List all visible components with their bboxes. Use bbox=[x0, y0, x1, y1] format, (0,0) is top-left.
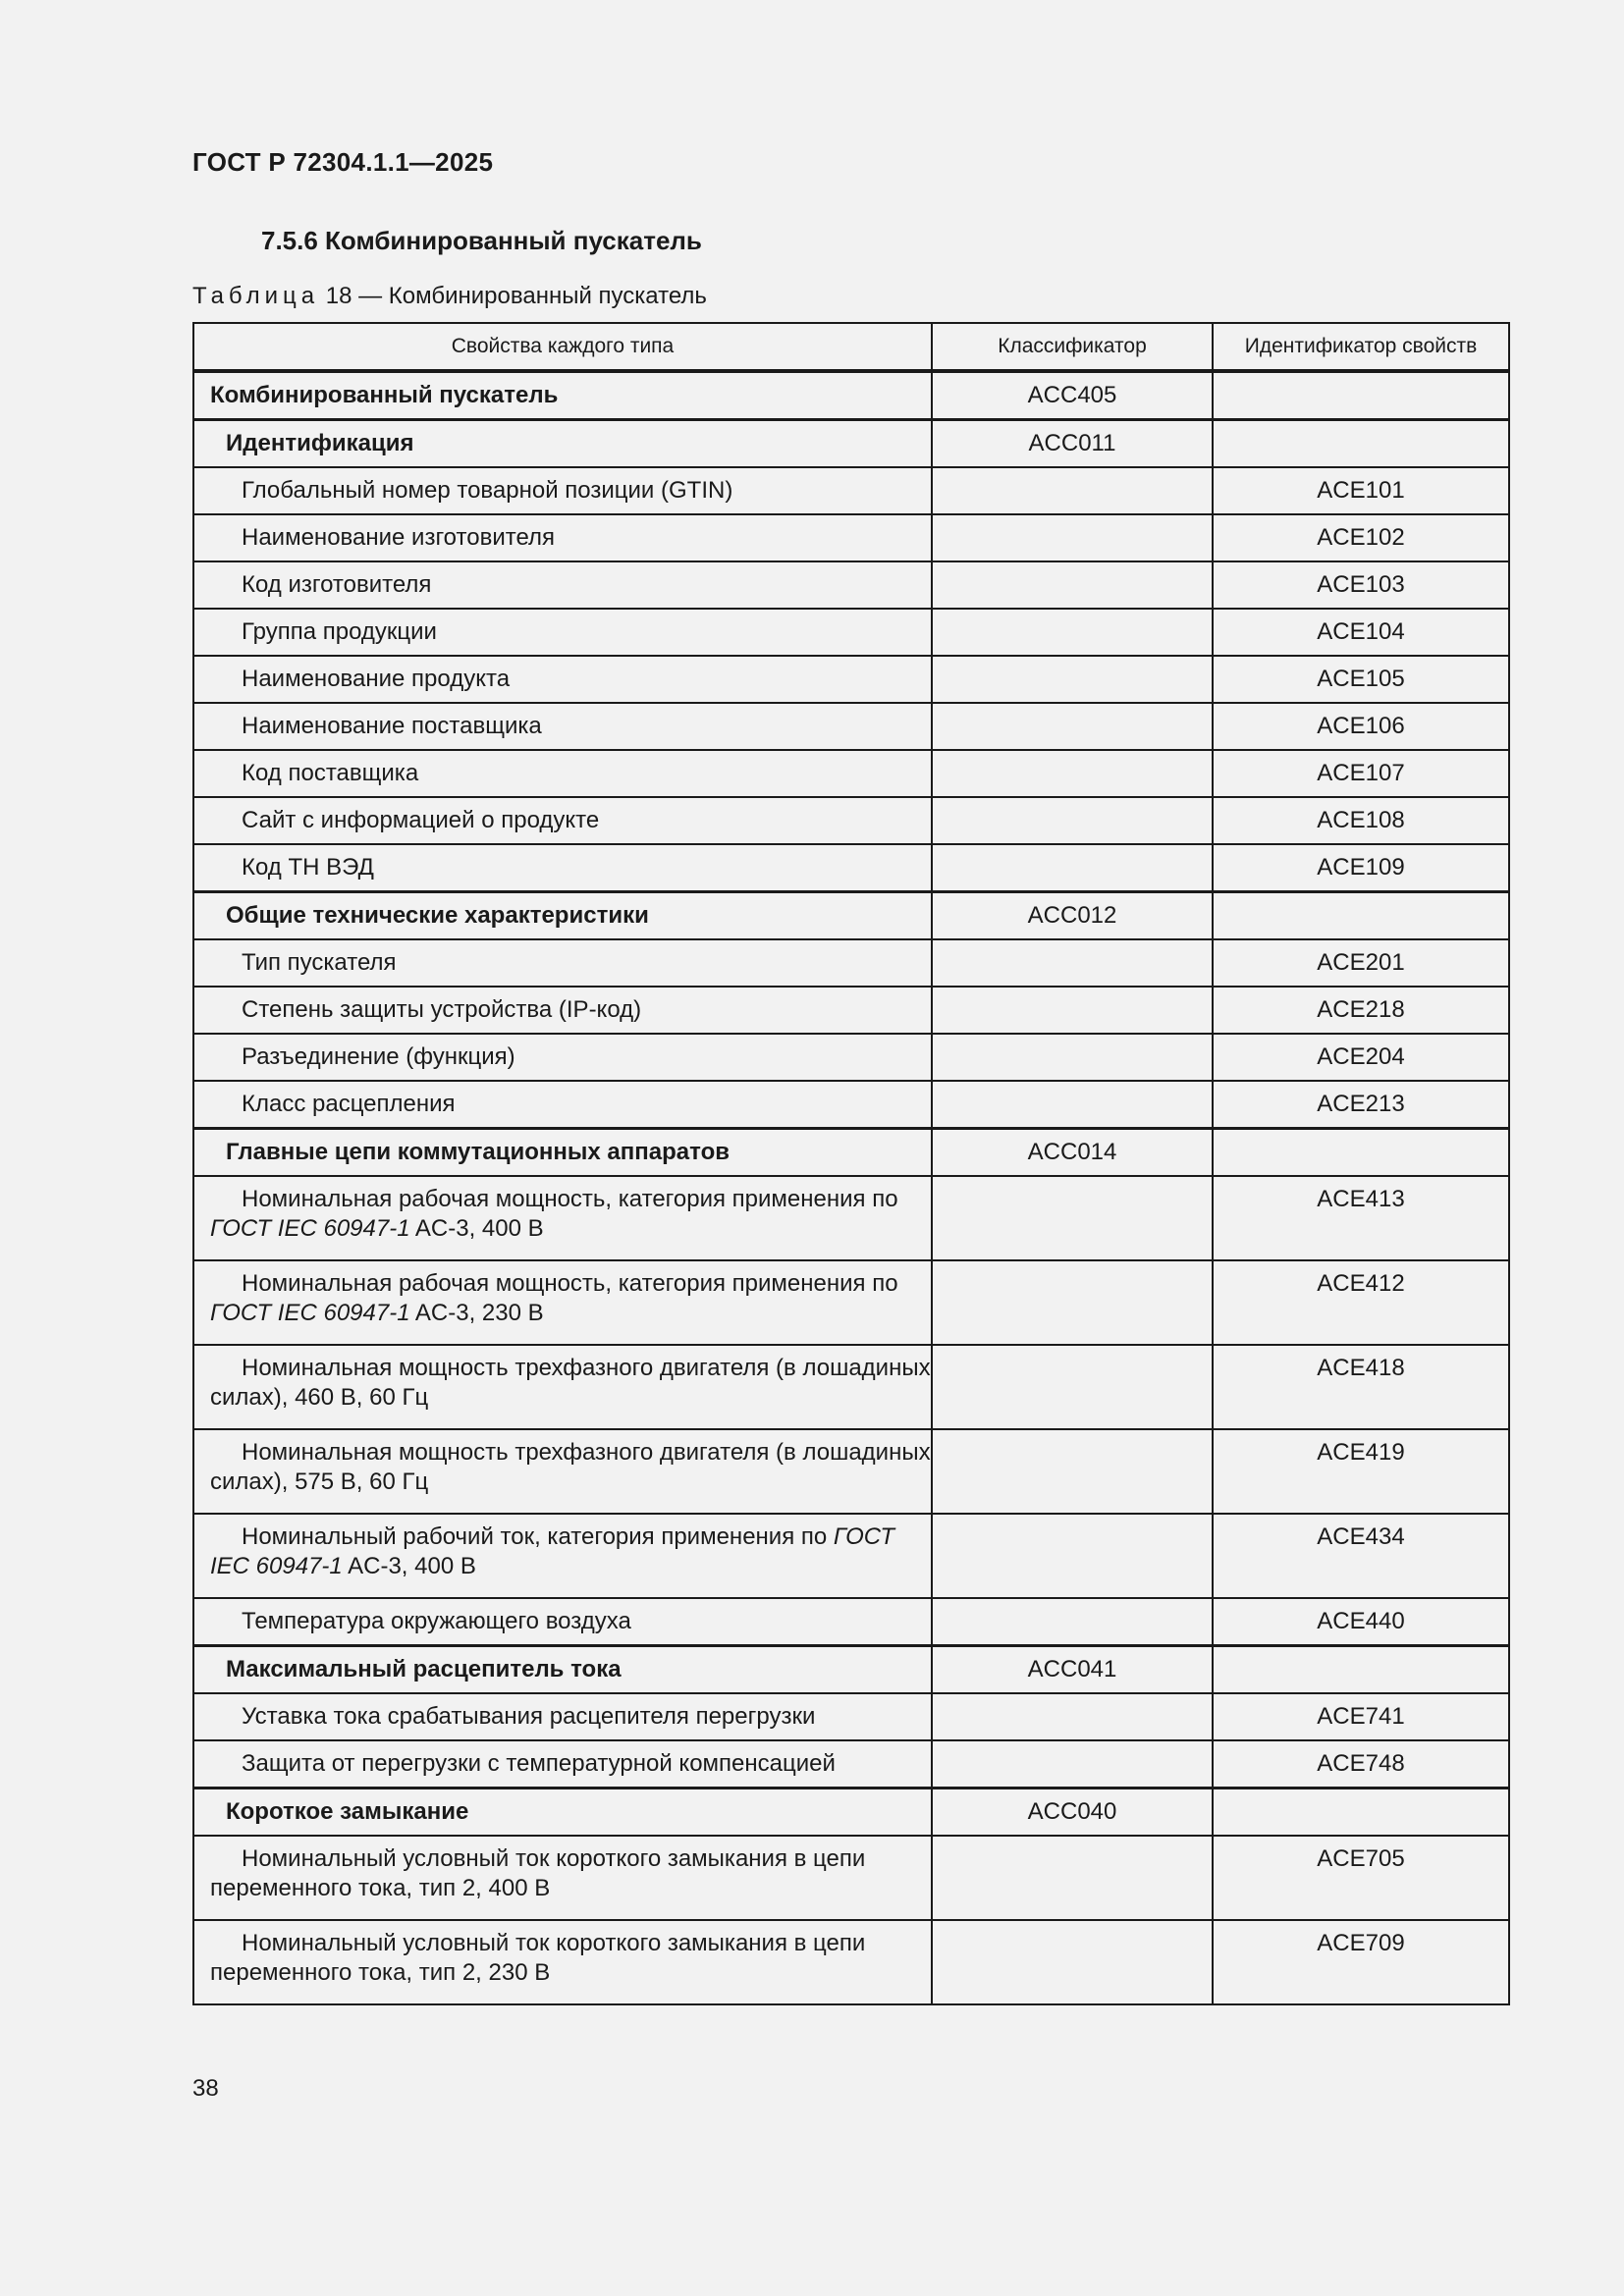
classifier-cell bbox=[932, 1598, 1213, 1646]
classifier-cell: ACC012 bbox=[932, 892, 1213, 940]
table-row bbox=[193, 1789, 1509, 1837]
property-name: Номинальная мощность трехфазного двигателя (в лошадиных силах), 575 В, 60 Гц bbox=[210, 1439, 931, 1495]
identifier-cell: ACE213 bbox=[1213, 1081, 1509, 1129]
table-row bbox=[193, 939, 1509, 987]
property-name: Комбинированный пускатель bbox=[210, 382, 559, 408]
property-name-cell bbox=[193, 1740, 932, 1789]
property-name: Глобальный номер товарной позиции (GTIN) bbox=[242, 477, 733, 504]
standard-reference: ГОСТ IEC 60947-1 bbox=[210, 1523, 894, 1579]
classifier-cell bbox=[932, 939, 1213, 987]
property-name: Температура окружающего воздуха bbox=[242, 1608, 631, 1634]
property-name: Класс расцепления bbox=[242, 1091, 456, 1117]
property-name: Номинальный условный ток короткого замыкания в цепи переменного тока, тип 2, 400 В bbox=[210, 1845, 866, 1901]
table-row bbox=[193, 1260, 1509, 1345]
property-name: Код поставщика bbox=[242, 760, 419, 786]
table-row bbox=[193, 514, 1509, 561]
identifier-cell: ACE709 bbox=[1213, 1920, 1509, 2004]
table-row bbox=[193, 561, 1509, 609]
identifier-cell: ACE748 bbox=[1213, 1740, 1509, 1789]
property-name-cell bbox=[193, 844, 932, 892]
property-name-cell bbox=[193, 1429, 932, 1514]
table-row bbox=[193, 467, 1509, 514]
table-row bbox=[193, 1920, 1509, 2004]
identifier-cell: ACE434 bbox=[1213, 1514, 1509, 1598]
table-row bbox=[193, 371, 1509, 420]
identifier-cell: ACE412 bbox=[1213, 1260, 1509, 1345]
classifier-cell bbox=[932, 1920, 1213, 2004]
property-name-cell bbox=[193, 420, 932, 468]
identifier-cell: ACE418 bbox=[1213, 1345, 1509, 1429]
table-row bbox=[193, 892, 1509, 940]
property-name-cell bbox=[193, 939, 932, 987]
property-name: Максимальный расцепитель тока bbox=[226, 1656, 622, 1682]
table-row bbox=[193, 609, 1509, 656]
property-name-part: Номинальный рабочий ток, категория применения по bbox=[242, 1523, 834, 1550]
table-row bbox=[193, 1429, 1509, 1514]
property-name: Общие технические характеристики bbox=[226, 902, 649, 929]
page-number: 38 bbox=[192, 2075, 219, 2102]
table-row bbox=[193, 1081, 1509, 1129]
section-title: 7.5.6 Комбинированный пускатель bbox=[261, 226, 702, 255]
property-name: Разъединение (функция) bbox=[242, 1043, 515, 1070]
identifier-cell: ACE108 bbox=[1213, 797, 1509, 844]
property-name-cell bbox=[193, 1836, 932, 1920]
property-name: Идентификация bbox=[226, 430, 414, 456]
table-row bbox=[193, 987, 1509, 1034]
classifier-cell bbox=[932, 514, 1213, 561]
property-name-cell bbox=[193, 1176, 932, 1260]
property-name-cell bbox=[193, 1034, 932, 1081]
column-header-properties: Свойства каждого типа bbox=[193, 323, 932, 371]
property-name: Номинальная мощность трехфазного двигателя (в лошадиных силах), 460 В, 60 Гц bbox=[210, 1355, 931, 1411]
property-name: Степень защиты устройства (IP-код) bbox=[242, 996, 642, 1023]
classifier-cell bbox=[932, 1836, 1213, 1920]
table-row bbox=[193, 1836, 1509, 1920]
property-name-cell bbox=[193, 750, 932, 797]
classifier-cell bbox=[932, 703, 1213, 750]
table-body bbox=[193, 371, 1509, 2004]
property-name: Короткое замыкание bbox=[226, 1798, 469, 1825]
property-name: Код ТН ВЭД bbox=[242, 854, 374, 881]
property-name-cell bbox=[193, 1598, 932, 1646]
property-name-cell bbox=[193, 1789, 932, 1837]
table-row bbox=[193, 1129, 1509, 1177]
standard-header: ГОСТ Р 72304.1.1—2025 bbox=[192, 147, 494, 177]
classifier-cell: ACC405 bbox=[932, 371, 1213, 420]
property-name-cell bbox=[193, 1260, 932, 1345]
property-name-cell bbox=[193, 797, 932, 844]
property-name-cell bbox=[193, 1345, 932, 1429]
property-name-cell bbox=[193, 892, 932, 940]
property-name-cell bbox=[193, 514, 932, 561]
classifier-cell: ACC011 bbox=[932, 420, 1213, 468]
property-name: Наименование изготовителя bbox=[242, 524, 555, 551]
identifier-cell: ACE204 bbox=[1213, 1034, 1509, 1081]
property-name-part: AC-3, 400 В bbox=[342, 1553, 476, 1579]
property-name-cell bbox=[193, 656, 932, 703]
table-caption bbox=[192, 283, 707, 310]
property-name-cell bbox=[193, 1129, 932, 1177]
table-header-row bbox=[193, 323, 1509, 371]
classifier-cell bbox=[932, 1176, 1213, 1260]
column-header-classifier: Классификатор bbox=[932, 323, 1213, 371]
property-name-part: AC-3, 230 В bbox=[409, 1300, 544, 1326]
classifier-cell bbox=[932, 797, 1213, 844]
table-row bbox=[193, 703, 1509, 750]
classifier-cell bbox=[932, 1345, 1213, 1429]
table-row bbox=[193, 1176, 1509, 1260]
property-name-part: Номинальная рабочая мощность, категория применения по bbox=[242, 1270, 898, 1297]
table-row bbox=[193, 656, 1509, 703]
table-caption-text: 18 — Комбинированный пускатель bbox=[319, 283, 707, 309]
identifier-cell: ACE440 bbox=[1213, 1598, 1509, 1646]
table-row bbox=[193, 844, 1509, 892]
column-header-identifier: Идентификатор свойств bbox=[1213, 323, 1509, 371]
property-name: Группа продукции bbox=[242, 618, 437, 645]
identifier-cell: ACE413 bbox=[1213, 1176, 1509, 1260]
property-name-cell bbox=[193, 1920, 932, 2004]
identifier-cell: ACE103 bbox=[1213, 561, 1509, 609]
property-name-part: Номинальная рабочая мощность, категория применения по bbox=[242, 1186, 898, 1212]
table-row bbox=[193, 1646, 1509, 1694]
standard-reference: ГОСТ IEC 60947-1 bbox=[210, 1300, 410, 1326]
identifier-cell: ACE201 bbox=[1213, 939, 1509, 987]
identifier-cell: ACE218 bbox=[1213, 987, 1509, 1034]
identifier-cell: ACE109 bbox=[1213, 844, 1509, 892]
classifier-cell: ACC041 bbox=[932, 1646, 1213, 1694]
classifier-cell bbox=[932, 1740, 1213, 1789]
property-name: Уставка тока срабатывания расцепителя перегрузки bbox=[242, 1703, 816, 1730]
property-name-cell bbox=[193, 1693, 932, 1740]
table-row bbox=[193, 420, 1509, 468]
property-name: Наименование поставщика bbox=[242, 713, 542, 739]
table-row bbox=[193, 1034, 1509, 1081]
table-caption-label: Таблица bbox=[192, 283, 320, 309]
property-name: Номинальный условный ток короткого замыкания в цепи переменного тока, тип 2, 230 В bbox=[210, 1930, 866, 1986]
classifier-cell bbox=[932, 1514, 1213, 1598]
table-row bbox=[193, 1740, 1509, 1789]
property-name: Код изготовителя bbox=[242, 571, 432, 598]
identifier-cell bbox=[1213, 1129, 1509, 1177]
identifier-cell: ACE102 bbox=[1213, 514, 1509, 561]
property-name-cell bbox=[193, 609, 932, 656]
property-name-cell bbox=[193, 467, 932, 514]
table-row bbox=[193, 797, 1509, 844]
classifier-cell bbox=[932, 561, 1213, 609]
identifier-cell bbox=[1213, 892, 1509, 940]
identifier-cell: ACE741 bbox=[1213, 1693, 1509, 1740]
property-name: Сайт с информацией о продукте bbox=[242, 807, 600, 833]
classifier-cell bbox=[932, 1693, 1213, 1740]
property-name: Главные цепи коммутационных аппаратов bbox=[226, 1139, 730, 1165]
identifier-cell: ACE107 bbox=[1213, 750, 1509, 797]
property-name: Защита от перегрузки с температурной компенсацией bbox=[242, 1750, 836, 1777]
property-name-cell bbox=[193, 371, 932, 420]
table-row bbox=[193, 1598, 1509, 1646]
properties-table bbox=[192, 322, 1510, 2005]
classifier-cell: ACC040 bbox=[932, 1789, 1213, 1837]
identifier-cell: ACE106 bbox=[1213, 703, 1509, 750]
identifier-cell bbox=[1213, 371, 1509, 420]
property-name-cell bbox=[193, 703, 932, 750]
property-name-cell bbox=[193, 987, 932, 1034]
table-row bbox=[193, 1345, 1509, 1429]
table-row bbox=[193, 1693, 1509, 1740]
standard-reference: ГОСТ IEC 60947-1 bbox=[210, 1215, 410, 1242]
table-row bbox=[193, 1514, 1509, 1598]
identifier-cell bbox=[1213, 1789, 1509, 1837]
classifier-cell bbox=[932, 987, 1213, 1034]
classifier-cell bbox=[932, 750, 1213, 797]
classifier-cell bbox=[932, 656, 1213, 703]
classifier-cell bbox=[932, 1429, 1213, 1514]
table-row bbox=[193, 750, 1509, 797]
identifier-cell: ACE705 bbox=[1213, 1836, 1509, 1920]
classifier-cell bbox=[932, 1260, 1213, 1345]
identifier-cell bbox=[1213, 1646, 1509, 1694]
property-name-part: AC-3, 400 В bbox=[409, 1215, 544, 1242]
identifier-cell: ACE104 bbox=[1213, 609, 1509, 656]
property-name-cell bbox=[193, 561, 932, 609]
identifier-cell bbox=[1213, 420, 1509, 468]
classifier-cell bbox=[932, 467, 1213, 514]
classifier-cell bbox=[932, 609, 1213, 656]
identifier-cell: ACE105 bbox=[1213, 656, 1509, 703]
property-name: Наименование продукта bbox=[242, 666, 511, 692]
classifier-cell bbox=[932, 1081, 1213, 1129]
property-name-cell bbox=[193, 1081, 932, 1129]
classifier-cell bbox=[932, 1034, 1213, 1081]
identifier-cell: ACE101 bbox=[1213, 467, 1509, 514]
identifier-cell: ACE419 bbox=[1213, 1429, 1509, 1514]
property-name-cell bbox=[193, 1646, 932, 1694]
classifier-cell: ACC014 bbox=[932, 1129, 1213, 1177]
property-name-cell bbox=[193, 1514, 932, 1598]
classifier-cell bbox=[932, 844, 1213, 892]
property-name: Тип пускателя bbox=[242, 949, 397, 976]
